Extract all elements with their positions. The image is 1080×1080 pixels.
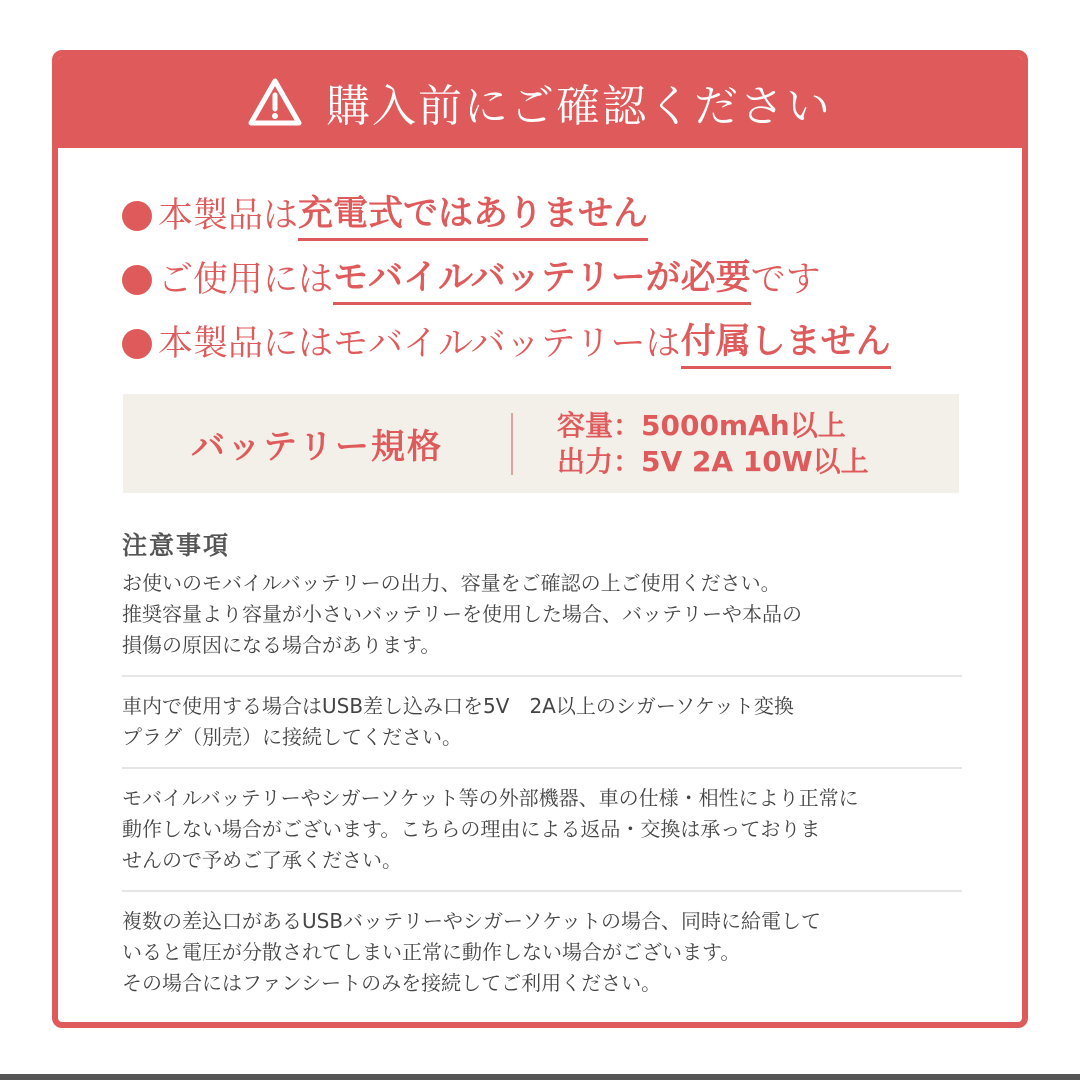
notes-list — [122, 566, 962, 1025]
point-text-after: です — [750, 260, 821, 300]
spec-label: バッテリー規格 — [191, 427, 443, 467]
note-line: お使いのモバイルバッテリーの出力、容量をご確認の上ご使用ください。 — [122, 571, 781, 595]
notice-title: 購入前にご確認ください — [326, 81, 832, 132]
note-line: 複数の差込口があるUSBバッテリーやシガーソケットの場合、同時に給電して — [122, 909, 822, 933]
note-item — [122, 689, 962, 769]
point-emphasis: 付属しません — [681, 320, 891, 369]
spec-values — [513, 408, 869, 480]
note-line: その場合にはファンシートのみを接続してご利用ください。 — [122, 971, 662, 995]
note-line: 損傷の原因になる場合があります。 — [122, 633, 441, 657]
notice-header — [58, 56, 1022, 148]
note-line: いると電圧が分散されてしまい正常に動作しない場合がございます。 — [122, 940, 741, 964]
key-point — [122, 312, 891, 376]
warning-icon — [248, 77, 302, 127]
note-line: プラグ（別売）に接続してください。 — [122, 725, 462, 749]
bottom-bar — [0, 1074, 1080, 1080]
note-item — [122, 781, 962, 892]
note-line: せんので予めご了承ください。 — [122, 848, 402, 872]
note-line: 推奨容量より容量が小さいバッテリーを使用した場合、バッテリーや本品の — [122, 602, 802, 626]
bullet-dot — [122, 201, 152, 231]
notice-card — [52, 50, 1028, 1028]
spec-capacity: 容量：5000mAh以上 — [557, 408, 846, 442]
notes-title: 注意事項 — [122, 531, 231, 560]
point-emphasis: 充電式ではありません — [298, 192, 648, 241]
point-text: 本製品にはモバイルバッテリーは — [158, 324, 681, 364]
bullet-dot — [122, 265, 152, 295]
note-line: 車内で使用する場合はUSB差し込み口を5V 2A以上のシガーソケット変換 — [122, 694, 794, 718]
note-item — [122, 566, 962, 677]
battery-spec-box — [123, 394, 959, 493]
spec-output: 出力：5V 2A 10W以上 — [557, 444, 869, 478]
key-points — [122, 184, 891, 376]
note-item — [122, 904, 962, 1013]
note-line: 動作しない場合がございます。こちらの理由による返品・交換は承っておりま — [122, 817, 821, 841]
key-point — [122, 248, 891, 312]
key-point — [122, 184, 891, 248]
point-emphasis: モバイルバッテリーが必要 — [333, 256, 751, 305]
bullet-dot — [122, 329, 152, 359]
point-text: 本製品は — [158, 196, 299, 236]
note-line: モバイルバッテリーやシガーソケット等の外部機器、車の仕様・相性により正常に — [122, 786, 859, 810]
point-text: ご使用には — [158, 260, 334, 300]
